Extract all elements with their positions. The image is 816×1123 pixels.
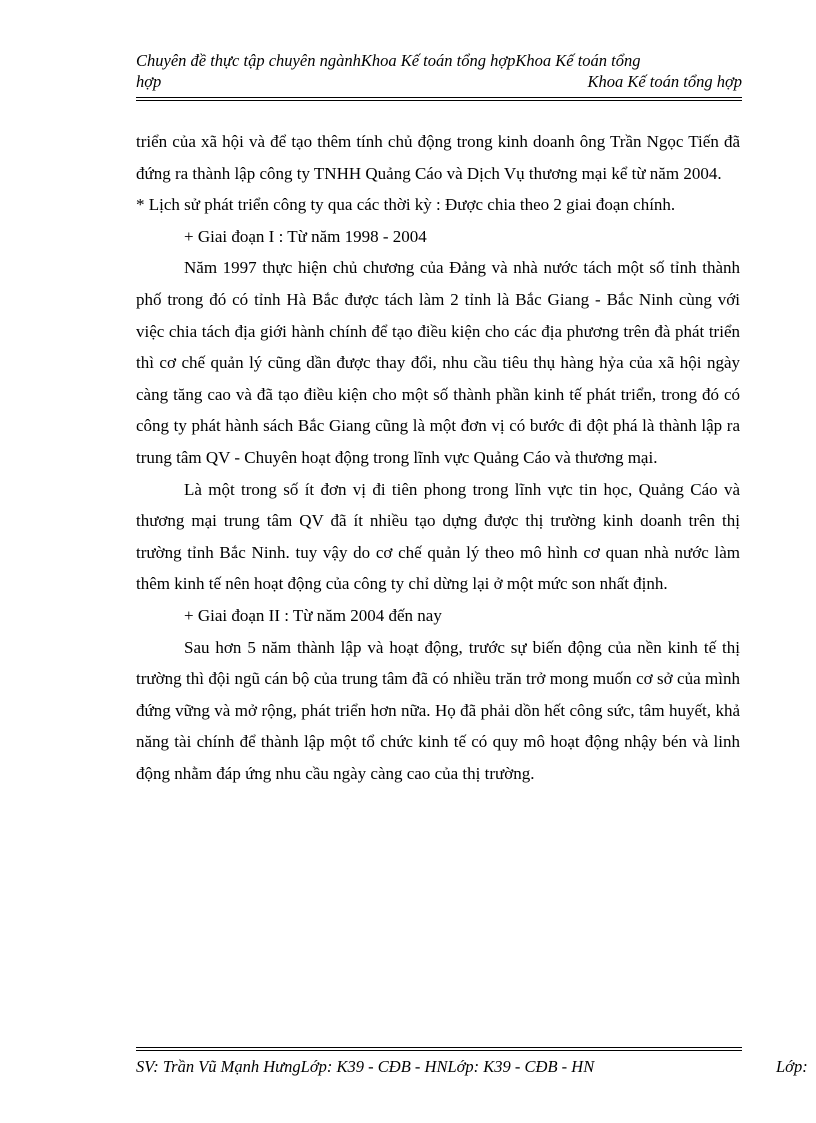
header-line-1: Chuyên đề thực tập chuyên ngànhKhoa Kế toán tổng hợpKhoa Kế toán tổng bbox=[136, 51, 641, 70]
document-body bbox=[136, 126, 740, 789]
footer-divider bbox=[136, 1047, 742, 1051]
paragraph-stage-2-body: Sau hơn 5 năm thành lập và hoạt động, trước sự biến động của nền kinh tế thị trường thì đội ngũ cán bộ của trung tâm đã có nhiều trăn trở mong muốn cơ sở của mình đứng vững và mở rộng, phát triển hơn nữa. Họ đã phải dồn hết công sức, tâm huyết, khả năng tài chính để thành lập một tổ chức kinh tế có quy mô hoạt động nhậy bén và linh động nhằm đáp ứng nhu cầu ngày càng cao của thị trường. bbox=[136, 637, 740, 783]
paragraph-stage-1-market: Là một trong số ít đơn vị đi tiên phong trong lĩnh vực tin học, Quảng Cáo và thương mại trung tâm QV đã ít nhiều tạo dựng được thị trường kinh doanh trên thị trường tỉnh Bắc Ninh. tuy vậy do cơ chế quản lý theo mô hình cơ quan nhà nước làm thêm kinh tế nên hoạt động của công ty chỉ dừng lại ở một mức son nhất định. bbox=[136, 479, 740, 594]
stage-2-heading: + Giai đoạn II : Từ năm 2004 đến nay bbox=[184, 605, 442, 625]
paragraph-continuation: triển của xã hội và để tạo thêm tính chủ động trong kinh doanh ông Trần Ngọc Tiến đã đứng ra thành lập công ty TNHH Quảng Cáo và Dịch Vụ thương mại kể từ năm 2004. bbox=[136, 132, 740, 183]
stage-1-heading: + Giai đoạn I : Từ năm 1998 - 2004 bbox=[184, 226, 427, 246]
header-line-2 bbox=[136, 71, 742, 92]
footer-class-label: Lớp: bbox=[776, 1057, 808, 1076]
paragraph-history-intro: * Lịch sử phát triển công ty qua các thời kỳ : Được chia theo 2 giai đoạn chính. bbox=[136, 195, 676, 215]
header-divider bbox=[136, 97, 742, 101]
header-line-2-right: Khoa Kế toán tổng hợp bbox=[587, 72, 742, 91]
paragraph-stage-1-body: Năm 1997 thực hiện chủ chương của Đảng và nhà nước tách một số tỉnh thành phố trong đó có tỉnh Hà Bắc được tách làm 2 tỉnh là Bắc Giang - Bắc Ninh cùng với việc chia tách địa giới hành chính để tạo điều kiện cho các địa phương trên đà phát triển thì cơ chế quản lý cũng dần được thay đổi, nhu cầu tiêu thụ hàng hỷa của xã hội ngày càng tăng cao và đã tạo điều kiện cho một số thành phần kinh tế phát triển, trong đó có công ty phát hành sách Bắc Giang cũng là một đơn vị có bước đi đột phá là thành lập ra trung tâm QV - Chuyên hoạt động trong lĩnh vực Quảng Cáo và thương mại. bbox=[136, 258, 740, 467]
header-line-2-left: hợp bbox=[136, 72, 162, 91]
page-header bbox=[136, 50, 742, 92]
footer-student-info: SV: Trần Vũ Mạnh HưngLớp: K39 - CĐB - HNLớp: K39 - CĐB - HN bbox=[136, 1057, 595, 1076]
page-footer bbox=[136, 1056, 816, 1080]
